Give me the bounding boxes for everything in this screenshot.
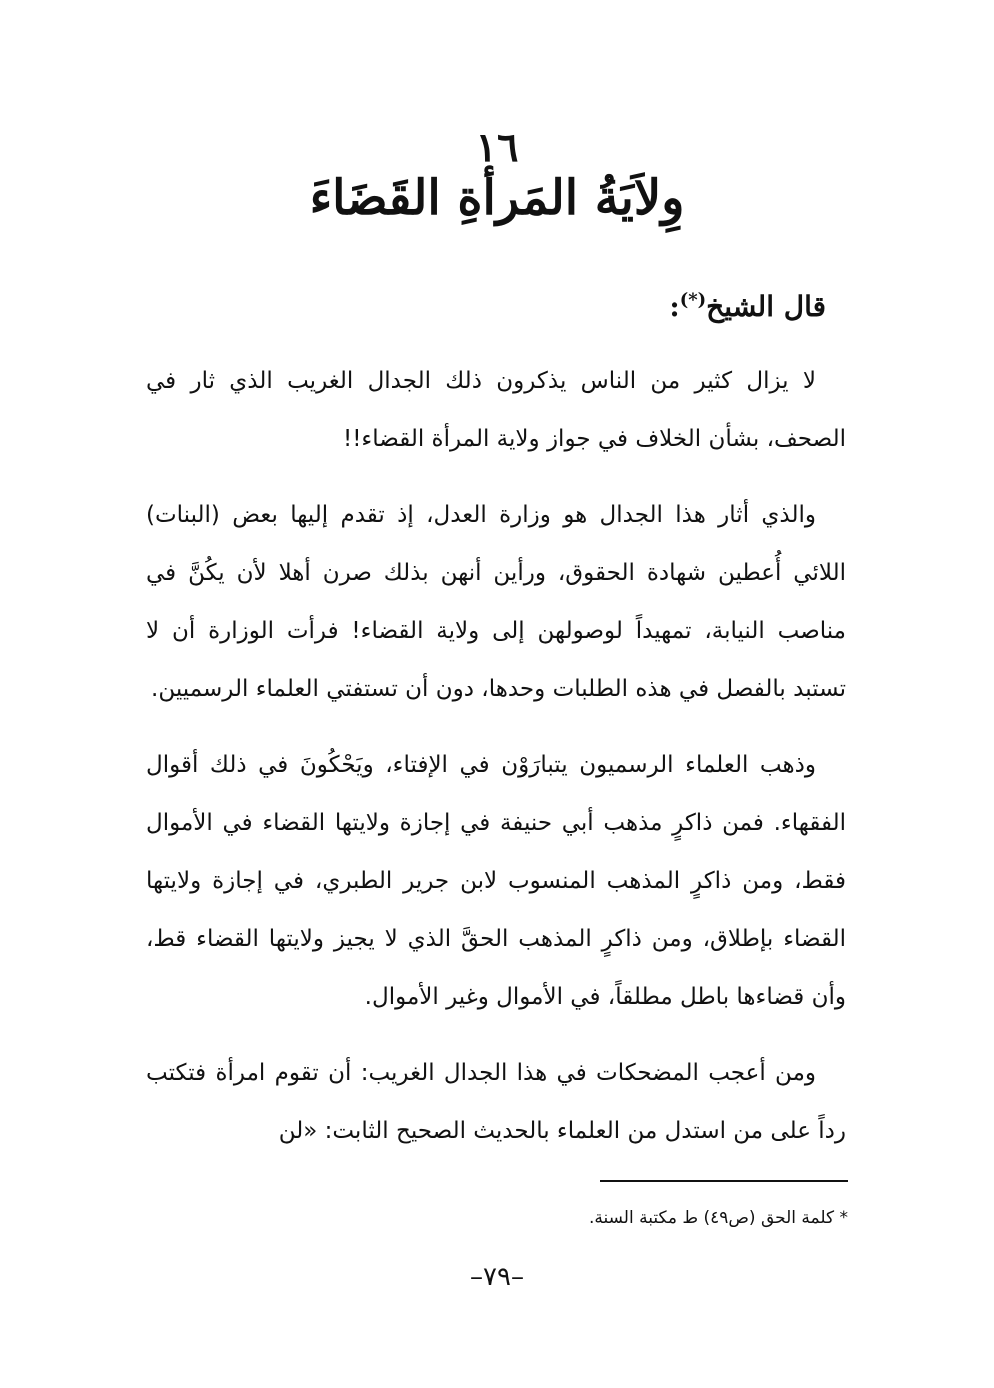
chapter-title: وِلاَيَةُ المَرأةِ القَضَاءَ (309, 170, 685, 226)
paragraph-4: ومن أعجب المضحكات في هذا الجدال الغريب: أن تقوم امرأة فتكتب رداً على من استدل من العلماء بالحديث الصحيح الثابت: «لن (146, 1060, 846, 1144)
paragraph-1: لا يزال كثير من الناس يذكرون ذلك الجدال الغريب الذي ثار في الصحف، بشأن الخلاف في جواز ولاية المرأة القضاء!! (146, 368, 846, 452)
page-number: –٧٩– (470, 1262, 524, 1292)
footnote-marker: (*) (679, 289, 707, 311)
chapter-number: ١٦ (475, 124, 519, 171)
speaker-colon: : (669, 290, 680, 323)
paragraph-3: وذهب العلماء الرسميون يتبارَوْن في الإفتاء، ويَحْكُونَ في ذلك أقوال الفقهاء. فمن ذاكرٍ مذهب أبي حنيفة في إجازة ولايتها القضاء في الأموال فقط، ومن ذاكرٍ المذهب المنسوب لابن جرير الطبري، في إجازة ولايتها القضاء بإطلاق، ومن ذاكرٍ المذهب الحقَّ الذي لا يجيز ولايتها القضاء قط، وأن قضاءها باطل مطلقاً، في الأموال وغير الأموال. (146, 752, 846, 1010)
speaker-label: قال الشيخ (706, 290, 826, 323)
footnote: * كلمة الحق (ص٤٩) ط مكتبة السنة. (588, 1208, 848, 1228)
footnote-divider (600, 1180, 848, 1182)
body-text (146, 352, 846, 1178)
paragraph-2: والذي أثار هذا الجدال هو وزارة العدل، إذ تقدم إليها بعض (البنات) اللائي أُعطين شهادة الحقوق، ورأين أنهن بذلك صرن أهلا لأن يكُنَّ في مناصب النيابة، تمهيداً لوصولهن إلى ولاية القضاء! فرأت الوزارة أن لا تستبد بالفصل في هذه الطلبات وحدها، دون أن تستفتي العلماء الرسميين. (146, 502, 846, 702)
speaker-heading (669, 290, 826, 323)
